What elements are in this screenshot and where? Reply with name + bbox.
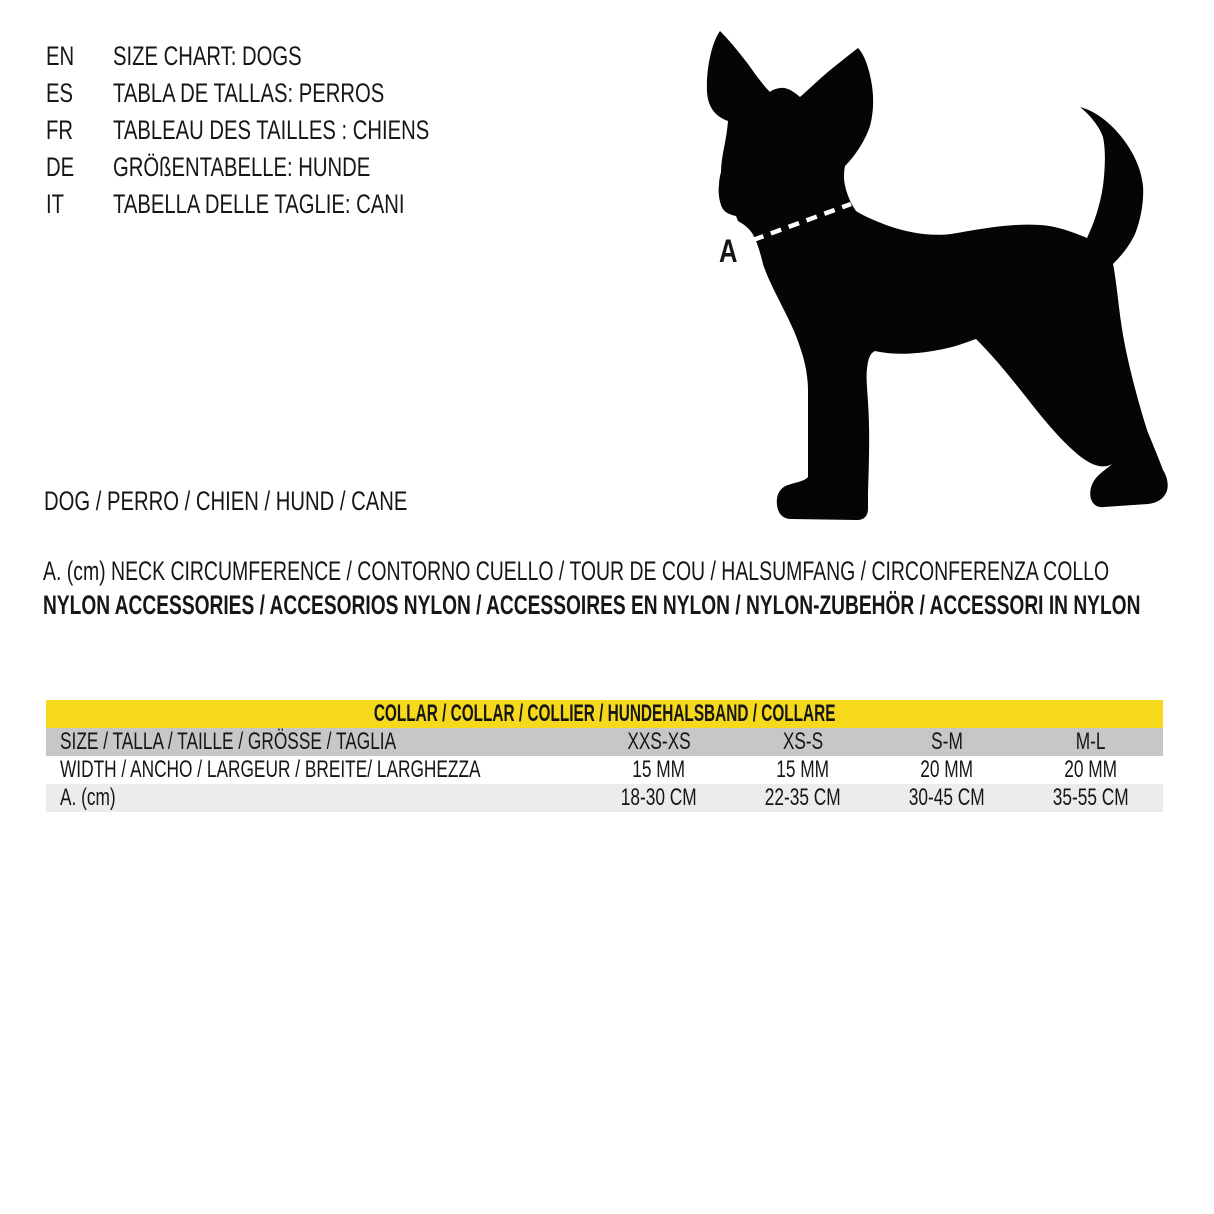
page-title: TABLA DE TALLAS: PERROS xyxy=(112,78,384,108)
title-row-en xyxy=(46,38,534,75)
dog-body-shape xyxy=(707,31,1168,520)
lang-code: EN xyxy=(46,41,75,71)
size-value: XXS-XS xyxy=(627,728,691,755)
row-label: SIZE / TALLA / TAILLE / GRÖSSE / TAGLIA xyxy=(60,728,397,755)
neck-value: 18-30 CM xyxy=(621,784,697,811)
neck-value: 22-35 CM xyxy=(765,784,841,811)
width-value: 20 MM xyxy=(920,756,974,783)
table-row-neck-circumference xyxy=(46,784,1163,812)
neck-value: 30-45 CM xyxy=(909,784,985,811)
width-value: 15 MM xyxy=(632,756,686,783)
lang-code: FR xyxy=(46,115,73,145)
material-note: NYLON ACCESSORIES / ACCESORIOS NYLON / ACCESSOIRES EN NYLON / NYLON-ZUBEHÖR / ACCESSORI IN NYLON xyxy=(43,590,1141,620)
title-row-fr xyxy=(46,112,534,149)
lang-code: IT xyxy=(46,189,64,219)
lang-code: ES xyxy=(46,78,74,108)
measurement-note: A. (cm) NECK CIRCUMFERENCE / CONTORNO CUELLO / TOUR DE COU / HALSUMFANG / CIRCONFERENZA COLLO xyxy=(43,556,1110,586)
page-title: SIZE CHART: DOGS xyxy=(112,41,302,71)
size-value: S-M xyxy=(931,728,963,755)
dog-caption: DOG / PERRO / CHIEN / HUND / CANE xyxy=(44,486,408,516)
table-title: COLLAR / COLLAR / COLLIER / HUNDEHALSBAND / COLLARE xyxy=(373,700,836,727)
language-title-list xyxy=(46,38,534,223)
title-row-de xyxy=(46,149,534,186)
row-label: WIDTH / ANCHO / LARGEUR / BREITE/ LARGHEZZA xyxy=(60,756,481,783)
table-header-collar xyxy=(46,700,1163,728)
title-row-es xyxy=(46,75,534,112)
neck-value: 35-55 CM xyxy=(1053,784,1129,811)
page-title: TABLEAU DES TAILLES : CHIENS xyxy=(112,115,429,145)
page-title: GRÖßENTABELLE: HUNDE xyxy=(112,152,370,182)
collar-size-table xyxy=(46,700,1163,812)
page-title: TABELLA DELLE TAGLIE: CANI xyxy=(112,189,405,219)
title-row-it xyxy=(46,186,534,223)
chihuahua-silhouette-icon xyxy=(700,20,1190,530)
size-value: M-L xyxy=(1076,728,1106,755)
measurement-label-a: A xyxy=(719,234,738,270)
table-row-size xyxy=(46,728,1163,756)
width-value: 15 MM xyxy=(776,756,830,783)
lang-code: DE xyxy=(46,152,75,182)
size-value: XS-S xyxy=(782,728,824,755)
table-row-width xyxy=(46,756,1163,784)
row-label: A. (cm) xyxy=(60,784,116,811)
width-value: 20 MM xyxy=(1064,756,1118,783)
